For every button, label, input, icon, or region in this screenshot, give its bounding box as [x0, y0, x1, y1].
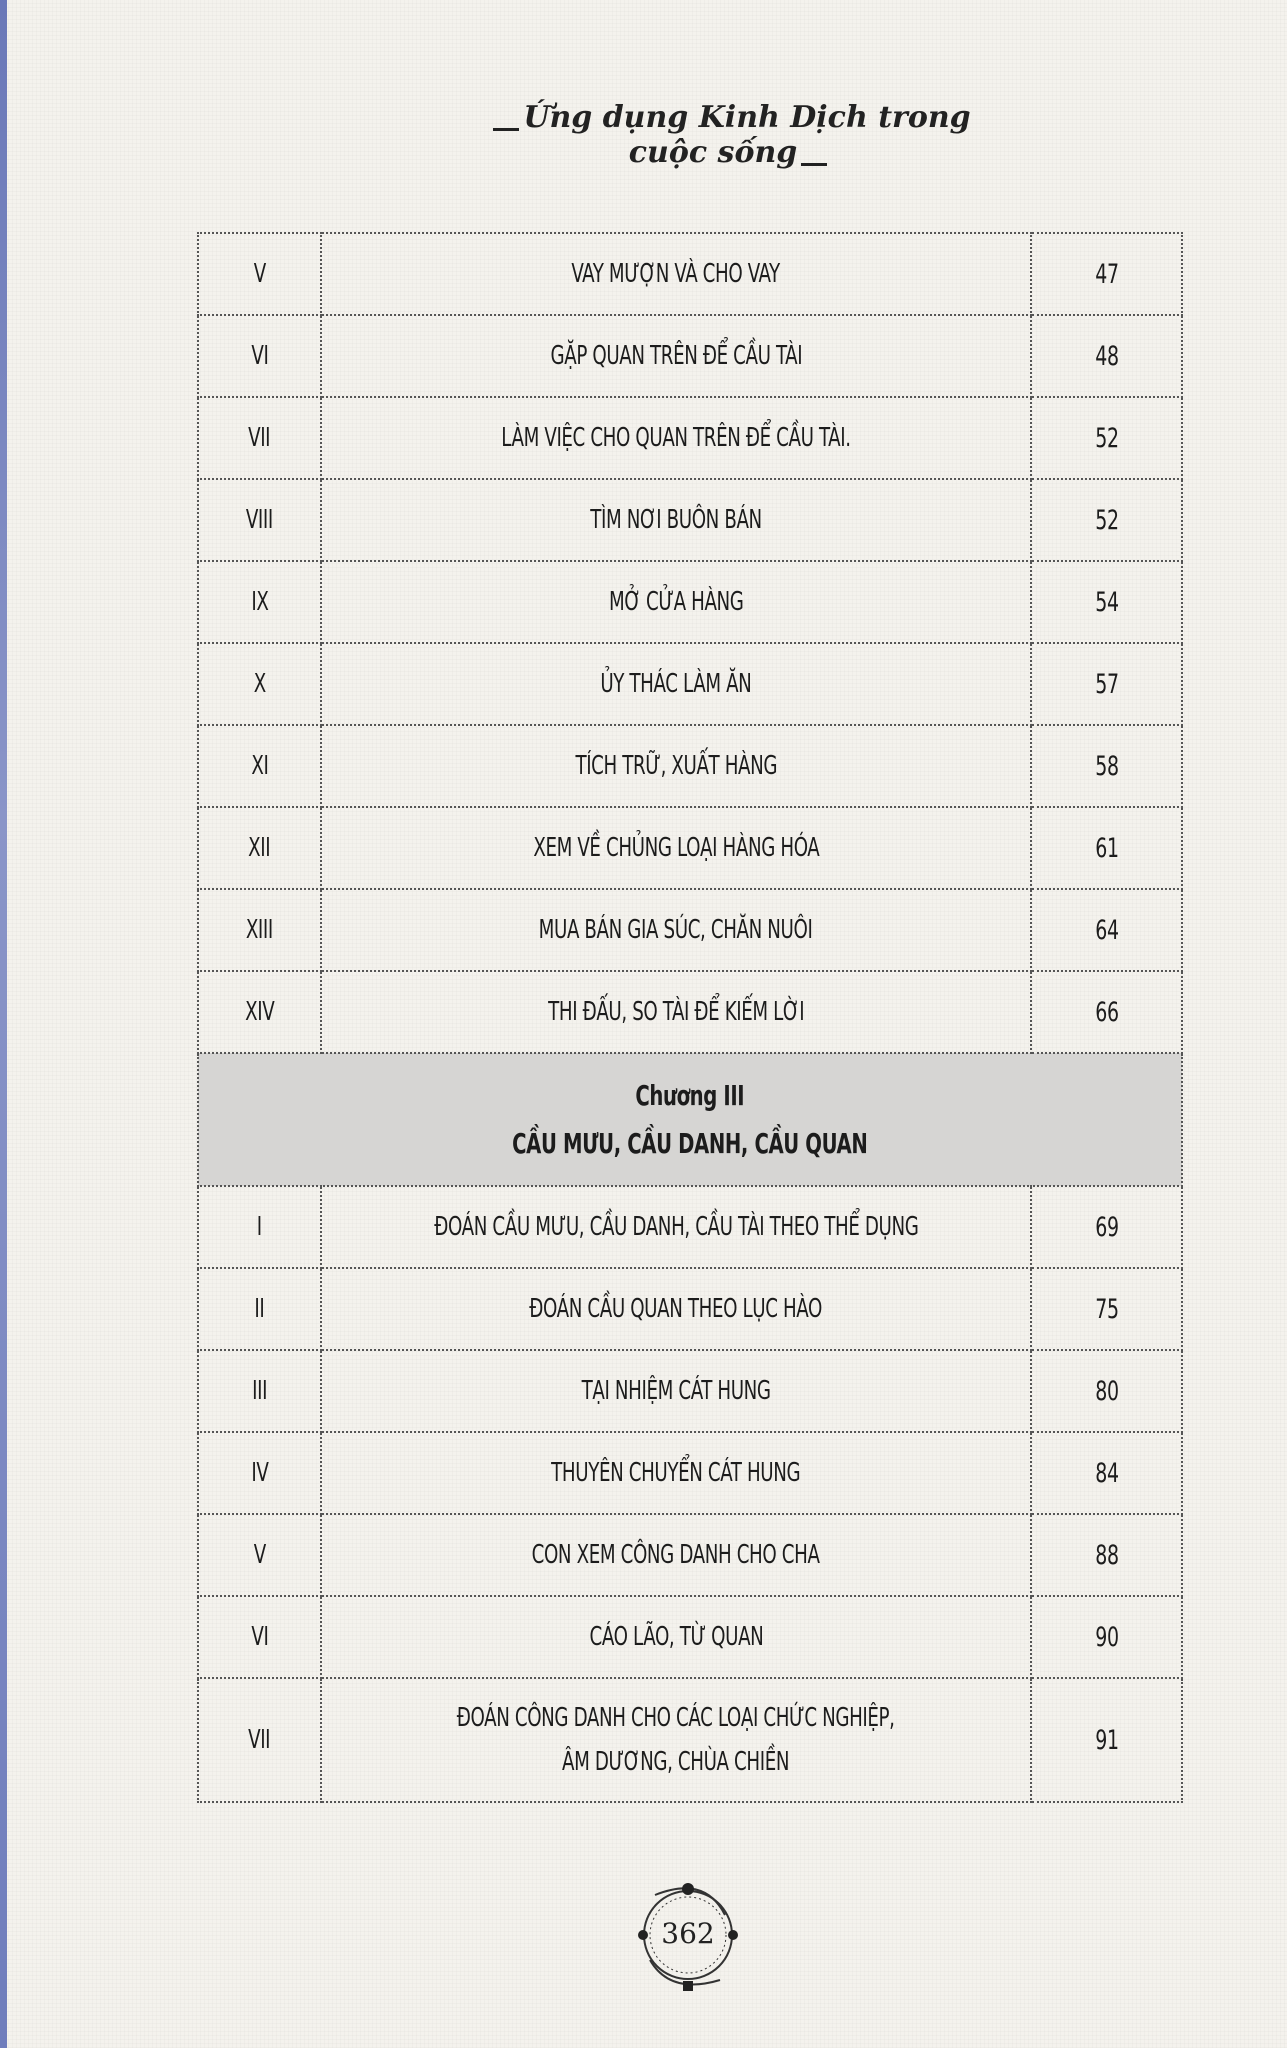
toc-row-title: THI ĐẤU, SO TÀI ĐỂ KIẾM LỜI [321, 971, 1031, 1053]
toc-row-number: XIII [198, 889, 321, 971]
toc-row [198, 397, 1182, 479]
toc-row [198, 479, 1182, 561]
toc-row-page: 58 [1031, 725, 1182, 807]
header-dash-left [493, 128, 519, 131]
toc-row-title: XEM VỀ CHỦNG LOẠI HÀNG HÓA [321, 807, 1031, 889]
toc-row [198, 233, 1182, 315]
toc-row-page: 47 [1031, 233, 1182, 315]
header-title: Ứng dụng Kinh Dịch trong cuộc sống [523, 100, 971, 170]
toc-row [198, 1268, 1182, 1350]
toc-row [198, 1596, 1182, 1678]
chapter-heading [198, 1053, 1182, 1186]
toc-row-number: XIV [198, 971, 321, 1053]
toc-row [198, 1350, 1182, 1432]
toc-row-page: 69 [1031, 1186, 1182, 1268]
toc-row [198, 889, 1182, 971]
toc-row-number: VII [198, 1678, 321, 1802]
toc-row-title: CÁO LÃO, TỪ QUAN [321, 1596, 1031, 1678]
toc-row-number: VI [198, 1596, 321, 1678]
toc-row-number: VIII [198, 479, 321, 561]
toc-row-title: ỦY THÁC LÀM ĂN [321, 643, 1031, 725]
toc-row [198, 725, 1182, 807]
page-number: 362 [661, 1917, 715, 1950]
toc-row-page: 64 [1031, 889, 1182, 971]
toc-row-page: 48 [1031, 315, 1182, 397]
toc-row-number: III [198, 1350, 321, 1432]
toc-row-number: IX [198, 561, 321, 643]
toc-row-page: 84 [1031, 1432, 1182, 1514]
toc-row-title [321, 1678, 1031, 1802]
toc-row-number: II [198, 1268, 321, 1350]
header-dash-right [801, 163, 827, 166]
toc-row-title: THUYÊN CHUYỂN CÁT HUNG [321, 1432, 1031, 1514]
toc-row-number: I [198, 1186, 321, 1268]
toc-row-page: 54 [1031, 561, 1182, 643]
toc-row-title: TÍCH TRỮ, XUẤT HÀNG [321, 725, 1031, 807]
toc-row-title: ĐOÁN CẦU MƯU, CẦU DANH, CẦU TÀI THEO THỂ DỤNG [321, 1186, 1031, 1268]
toc-row [198, 807, 1182, 889]
toc-row-title-line: ĐOÁN CÔNG DANH CHO CÁC LOẠI CHỨC NGHIỆP, [457, 1703, 895, 1733]
toc-row [198, 315, 1182, 397]
toc-row-page: 91 [1031, 1678, 1182, 1802]
toc-row-title: LÀM VIỆC CHO QUAN TRÊN ĐỂ CẦU TÀI. [321, 397, 1031, 479]
toc-row-title: MUA BÁN GIA SÚC, CHĂN NUÔI [321, 889, 1031, 971]
toc-row [198, 971, 1182, 1053]
toc-row-title: GẶP QUAN TRÊN ĐỂ CẦU TÀI [321, 315, 1031, 397]
toc-row-number: V [198, 1514, 321, 1596]
toc-row-number: VI [198, 315, 321, 397]
toc-row-page: 75 [1031, 1268, 1182, 1350]
toc-row-page: 61 [1031, 807, 1182, 889]
chapter-heading-row [198, 1053, 1182, 1186]
toc-row-title-line: ÂM DƯƠNG, CHÙA CHIỀN [562, 1747, 790, 1777]
toc-row-page: 80 [1031, 1350, 1182, 1432]
toc-row-title: TẠI NHIỆM CÁT HUNG [321, 1350, 1031, 1432]
toc-row-page: 52 [1031, 397, 1182, 479]
toc-row [198, 1514, 1182, 1596]
toc-row-page: 90 [1031, 1596, 1182, 1678]
toc-row-number: VII [198, 397, 321, 479]
toc-row-number: XI [198, 725, 321, 807]
chapter-label: Chương III [635, 1078, 745, 1112]
toc-row-title: MỞ CỬA HÀNG [321, 561, 1031, 643]
table-of-contents [197, 232, 1183, 1803]
toc-row-number: XII [198, 807, 321, 889]
page-number-ornament [625, 1875, 751, 2001]
toc-row [198, 561, 1182, 643]
toc-row-title: VAY MƯỢN VÀ CHO VAY [321, 233, 1031, 315]
toc-row [198, 1678, 1182, 1802]
toc-row [198, 1432, 1182, 1514]
toc-row-title: TÌM NƠI BUÔN BÁN [321, 479, 1031, 561]
toc-row-page: 66 [1031, 971, 1182, 1053]
chapter-title: CẦU MƯU, CẦU DANH, CẦU QUAN [512, 1126, 868, 1160]
toc-row-title: CON XEM CÔNG DANH CHO CHA [321, 1514, 1031, 1596]
toc-row-page: 57 [1031, 643, 1182, 725]
running-header [470, 100, 990, 170]
toc-row [198, 1186, 1182, 1268]
toc-row-title: ĐOÁN CẦU QUAN THEO LỤC HÀO [321, 1268, 1031, 1350]
toc-row-number: V [198, 233, 321, 315]
toc-row-page: 52 [1031, 479, 1182, 561]
toc-row [198, 643, 1182, 725]
toc-row-number: X [198, 643, 321, 725]
toc-row-page: 88 [1031, 1514, 1182, 1596]
book-spine-edge [0, 0, 7, 2048]
toc-row-number: IV [198, 1432, 321, 1514]
